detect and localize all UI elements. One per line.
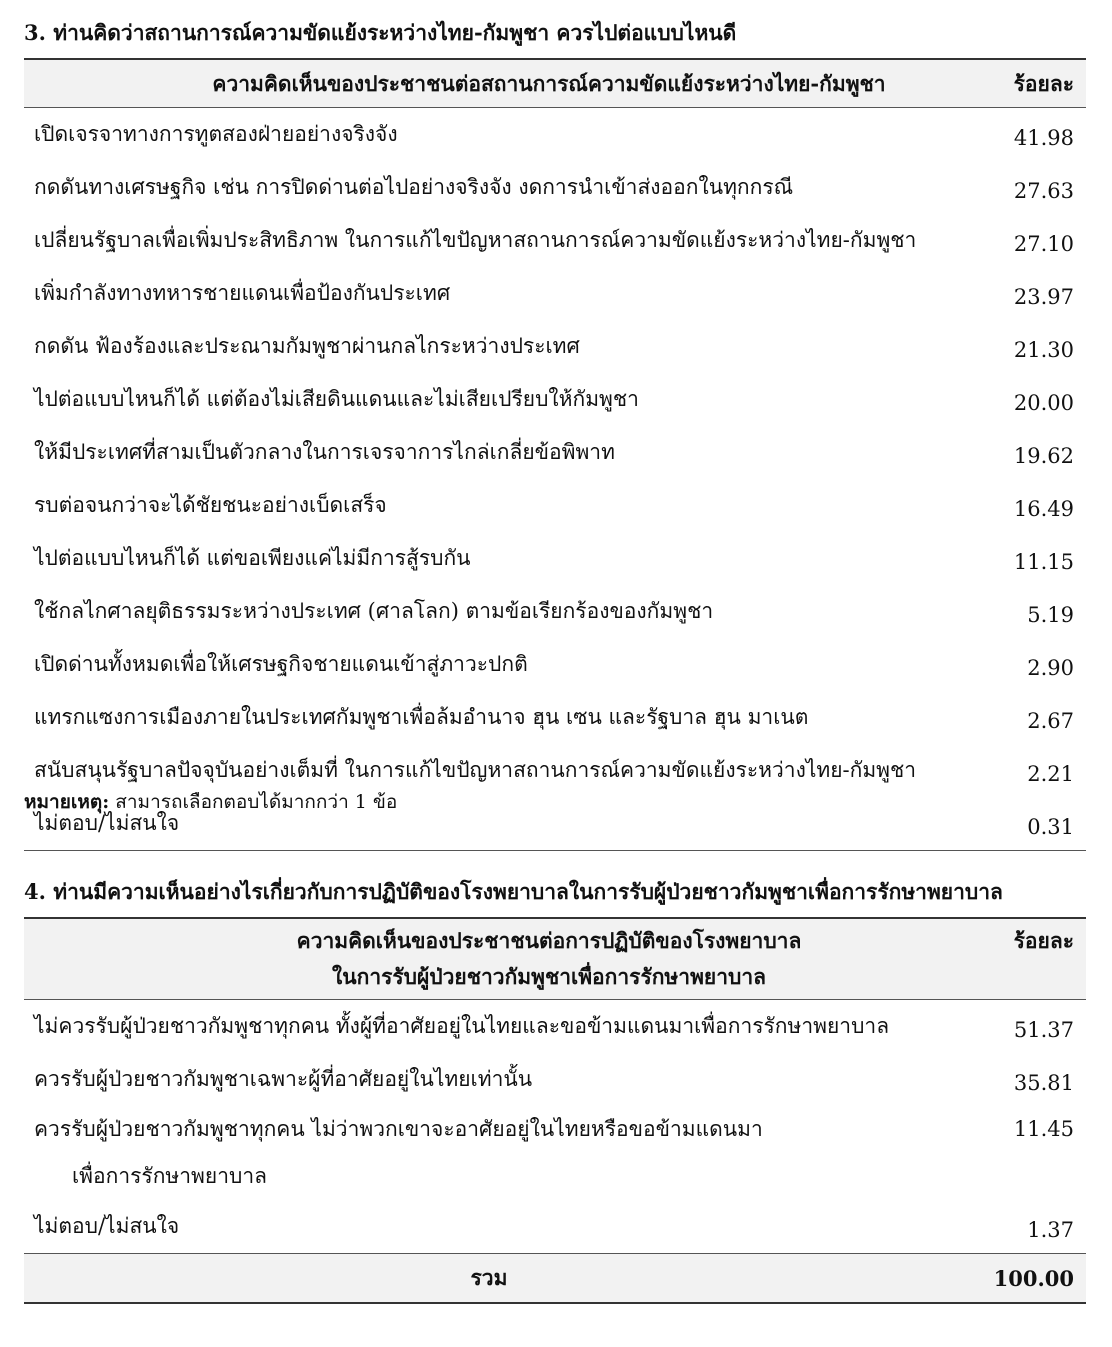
row-percent: 27.10 <box>1013 231 1074 256</box>
question-3-title: 3. ท่านคิดว่าสถานการณ์ความขัดแย้งระหว่างไทย-กัมพูชา ควรไปต่อแบบไหนดี <box>24 20 737 45</box>
row-percent: 2.21 <box>1027 761 1074 786</box>
row-percent: 19.62 <box>1013 443 1074 468</box>
header-opinion-label: ความคิดเห็นของประชาชนต่อสถานการณ์ความขัดแย้งระหว่างไทย-กัมพูชา <box>24 59 954 108</box>
row-label <box>24 1106 954 1200</box>
row-percent: 5.19 <box>1027 602 1074 627</box>
row-percent: 23.97 <box>1013 284 1074 309</box>
row-percent: 2.67 <box>1027 708 1074 733</box>
table-row <box>24 320 1086 373</box>
header-opinion-label <box>24 918 954 1000</box>
table-header-row <box>24 918 1086 1000</box>
table-row <box>24 638 1086 691</box>
table-row <box>24 1106 1086 1200</box>
row-label: ไปต่อแบบไหนก็ได้ แต่ต้องไม่เสียดินแดนและไม่เสียเปรียบให้กัมพูชา <box>34 387 639 411</box>
row-label: แทรกแซงการเมืองภายในประเทศกัมพูชาเพื่อล้มอำนาจ ฮุน เซน และรัฐบาล ฮุน มาเนต <box>34 705 809 729</box>
row-label: ไม่ตอบ/ไม่สนใจ <box>24 797 954 851</box>
question-3-note <box>24 787 397 817</box>
row-percent: 20.00 <box>1013 390 1074 415</box>
row-percent: 51.37 <box>1013 1017 1074 1042</box>
question-3-table <box>24 58 1086 851</box>
row-percent: 27.63 <box>1013 178 1074 203</box>
row-label: ไม่ตอบ/ไม่สนใจ <box>34 1214 180 1238</box>
note-label: หมายเหตุ: <box>24 791 110 813</box>
row-label: กดดัน ฟ้องร้องและประณามกัมพูชาผ่านกลไกระหว่างประเทศ <box>34 334 580 358</box>
row-percent: 41.98 <box>1013 125 1074 150</box>
table-row <box>24 108 1086 162</box>
row-label: เปิดด่านทั้งหมดเพื่อให้เศรษฐกิจชายแดนเข้าสู่ภาวะปกติ <box>34 652 528 676</box>
table-row <box>24 585 1086 638</box>
row-label: ใช้กลไกศาลยุติธรรมระหว่างประเทศ (ศาลโลก) ตามข้อเรียกร้องของกัมพูชา <box>34 599 714 623</box>
total-label: รวม <box>24 1254 954 1304</box>
header-opinion-line-2: ในการรับผู้ป่วยชาวกัมพูชาเพื่อการรักษาพยาบาล <box>332 964 766 989</box>
row-percent: 21.30 <box>1013 337 1074 362</box>
row-label: ให้มีประเทศที่สามเป็นตัวกลางในการเจรจาการไกล่เกลี่ยข้อพิพาท <box>34 440 615 464</box>
row-percent: 2.90 <box>1027 655 1074 680</box>
table-row <box>24 691 1086 744</box>
row-label: เปลี่ยนรัฐบาลเพื่อเพิ่มประสิทธิภาพ ในการแก้ไขปัญหาสถานการณ์ความขัดแย้งระหว่างไทย-กัมพูชา <box>34 228 917 252</box>
row-label: กดดันทางเศรษฐกิจ เช่น การปิดด่านต่อไปอย่างจริงจัง งดการนำเข้าส่งออกในทุกกรณี <box>34 175 794 199</box>
question-4-table <box>24 917 1086 1304</box>
row-label: ไปต่อแบบไหนก็ได้ แต่ขอเพียงแค่ไม่มีการสู้รบกัน <box>34 546 471 570</box>
note-text: สามารถเลือกตอบได้มากกว่า 1 ข้อ <box>109 791 398 813</box>
row-label: เปิดเจรจาทางการทูตสองฝ่ายอย่างจริงจัง <box>34 122 398 146</box>
header-percent-label: ร้อยละ <box>954 918 1086 1000</box>
row-percent: 11.45 <box>1013 1117 1074 1141</box>
header-opinion-line-1: ความคิดเห็นของประชาชนต่อการปฏิบัติของโรงพยาบาล <box>296 928 802 953</box>
row-label-line-1: ควรรับผู้ป่วยชาวกัมพูชาทุกคน ไม่ว่าพวกเขาจะอาศัยอยู่ในไทยหรือขอข้ามแดนมา <box>34 1117 763 1141</box>
total-percent: 100.00 <box>954 1254 1086 1304</box>
row-percent: 1.37 <box>1027 1217 1074 1242</box>
row-label: เพิ่มกำลังทางทหารชายแดนเพื่อป้องกันประเทศ <box>34 281 451 305</box>
row-label: สนับสนุนรัฐบาลปัจจุบันอย่างเต็มที่ ในการแก้ไขปัญหาสถานการณ์ความขัดแย้งระหว่างไทย-กัมพูชา <box>34 758 917 782</box>
row-percent: 11.15 <box>1013 549 1074 574</box>
row-percent: 35.81 <box>1013 1070 1074 1095</box>
row-label: รบต่อจนกว่าจะได้ชัยชนะอย่างเบ็ดเสร็จ <box>34 493 387 517</box>
row-label: ควรรับผู้ป่วยชาวกัมพูชาเฉพาะผู้ที่อาศัยอยู่ในไทยเท่านั้น <box>34 1067 533 1091</box>
total-row <box>24 1254 1086 1304</box>
row-percent: 0.31 <box>954 797 1086 851</box>
question-4-title: 4. ท่านมีความเห็นอย่างไรเกี่ยวกับการปฏิบัติของโรงพยาบาลในการรับผู้ป่วยชาวกัมพูชาเพื่อการรักษาพยาบาล <box>24 879 1003 904</box>
row-percent: 16.49 <box>1013 496 1074 521</box>
row-label-line-2: เพื่อการรักษาพยาบาล <box>72 1164 267 1188</box>
table-row <box>24 214 1086 267</box>
table-header-row <box>24 59 1086 108</box>
table-row <box>24 1053 1086 1106</box>
row-label: ไม่ควรรับผู้ป่วยชาวกัมพูชาทุกคน ทั้งผู้ที่อาศัยอยู่ในไทยและขอข้ามแดนมาเพื่อการรักษาพยาบาล <box>34 1014 890 1038</box>
table-row <box>24 267 1086 320</box>
table-row <box>24 161 1086 214</box>
table-row <box>24 1200 1086 1254</box>
header-percent-label: ร้อยละ <box>954 59 1086 108</box>
table-row <box>24 1000 1086 1054</box>
table-row <box>24 479 1086 532</box>
table-row <box>24 373 1086 426</box>
table-row <box>24 426 1086 479</box>
table-row <box>24 532 1086 585</box>
